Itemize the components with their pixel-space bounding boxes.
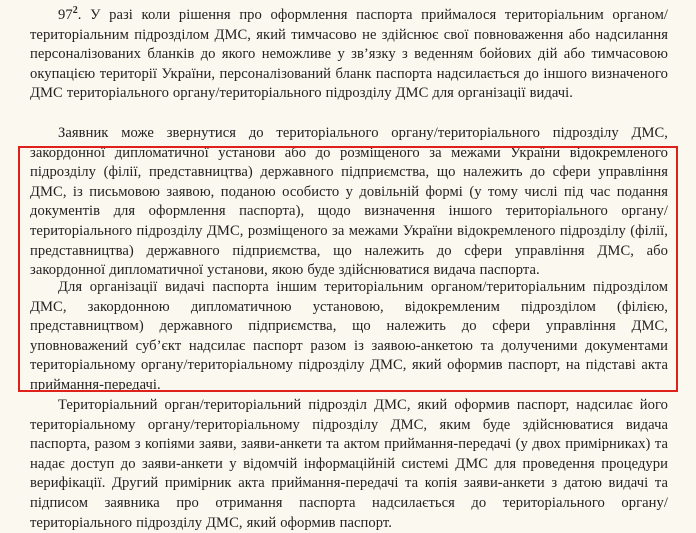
item-number: 97 — [58, 7, 73, 23]
paragraph-issuance-organization: Для організації видачі паспорта іншим територіальним органом/територіальним підрозділом ДМС, закордонною дипломатичною установою, відокремленим підрозділом (філією, представництвом) державного підприємства, що належить до сфери управління ДМС, уповноважений суб’єкт надсилає паспорт разом із заявою-анкетою та долученими документами територіальному органу/територіальному підрозділу ДМС, який оформив паспорт, на підставі акта приймання-передачі. — [30, 279, 668, 393]
paragraph-applicant-request: Заявник може звернутися до територіального органу/територіального підрозділу ДМС, закордонної дипломатичної установи або до розміщеного за межами України відокремленого підрозділу (філії, представництва) державного підприємства, що належить до сфери управління ДМС, із письмовою заявою, поданою особисто у довільній формі (у тому числі під час подання документів для оформлення паспорта), щодо визначення іншого територіального органу/територіального підрозділу ДМС, розміщеного за межами України відокремленого підрозділу (філії, представництва) державного підприємства, що належить до сфери управління ДМС, або закордонної дипломатичної установи, якою буде здійснюватися видача паспорта. — [30, 125, 668, 279]
paragraph-text: . У разі коли рішення про оформлення паспорта приймалося територіальним органом/територіальним підрозділом ДМС, який тимчасово не здійснює свої повноваження або надсилання персоналізованих бланків до якого неможливе у зв’язку з веденням бойових дій або тимчасовою окупацією території України, персоналізований бланк паспорта надсилається до іншого визначеного ДМС територіального органу/територіального підрозділу ДМС для організації видачі. — [30, 7, 668, 102]
paragraph-territorial-body: Територіальний орган/територіальний підрозділ ДМС, який оформив паспорт, надсилає його територіальному органу/територіальному підрозділу ДМС, яким буде здійснюватися видача паспорта, разом з копіями заяви, заяви-анкети та актом приймання-передачі (у двох примірниках) та надає доступ до заяви-анкети у відомчій інформаційній системі ДМС для проведення процедури верифікації. Другий примірник акта приймання-передачі та копія заяви-анкети з датою видачі та підписом заявника про отримання паспорта надсилається до територіального органу/територіального підрозділу ДМС, який оформив паспорт. — [30, 397, 668, 531]
paragraph-97-2 — [30, 6, 668, 104]
item-number-superscript: 2 — [72, 5, 78, 16]
